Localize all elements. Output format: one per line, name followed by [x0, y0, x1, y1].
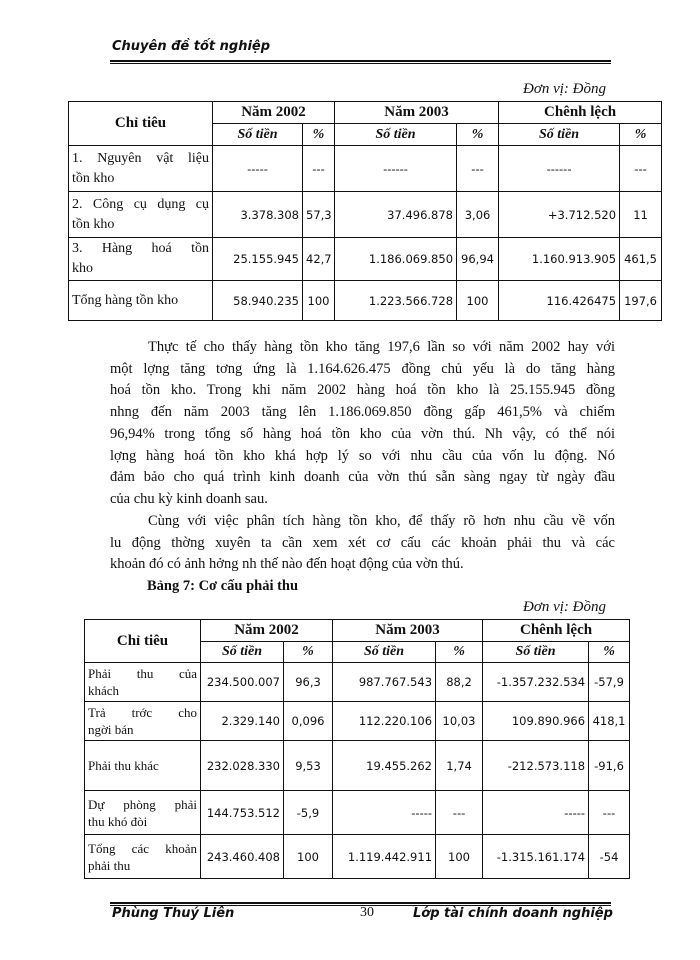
t2-sub-sotien: Số tiền	[201, 642, 284, 663]
paragraph-line: khoản đó có ảnh hởng nh thế nào đến hoạt động của vờn thú.	[110, 556, 464, 573]
table-row	[69, 238, 662, 281]
row-label-line1: Tổng các khoản	[88, 840, 197, 856]
t2-sub-pct: %	[589, 642, 630, 663]
cell-amount-2003: 19.455.262	[333, 741, 436, 791]
row-label-line2: khách	[88, 683, 120, 698]
t2-head-2002: Năm 2002	[201, 620, 333, 642]
row-label-line2: kho	[72, 261, 93, 276]
row-label	[69, 146, 213, 192]
cell-amount-2003: ------	[335, 146, 457, 192]
cell-amount-diff: ------	[499, 146, 620, 192]
table-row	[69, 146, 662, 192]
row-label	[85, 702, 201, 741]
cell-amount-diff: -212.573.118	[483, 741, 589, 791]
cell-pct-2003: 3,06	[457, 192, 499, 238]
paragraph-line: nhng đến năm 2003 tăng lên 1.186.069.850 đồng gấp 461,5% và chiếm	[110, 404, 615, 421]
cell-amount-2002: 144.753.512	[201, 791, 284, 835]
cell-pct-diff: -91,6	[589, 741, 630, 791]
paragraph-inventory-analysis	[110, 337, 615, 511]
t1-sub-pct: %	[303, 124, 335, 146]
table-row-total	[69, 281, 662, 321]
paragraph-line: lu động thờng xuyên ta cần xem xét cơ cấu các khoản phải thu và các	[110, 534, 615, 551]
row-label: Tổng hàng tồn kho	[69, 281, 213, 321]
row-label-line2: tồn kho	[72, 216, 115, 232]
cell-amount-2002: 3.378.308	[213, 192, 303, 238]
cell-pct-2003: 100	[457, 281, 499, 321]
header-rule	[110, 60, 611, 64]
cell-amount-2003: 1.186.069.850	[335, 238, 457, 281]
paragraph-line: Cùng với việc phân tích hàng tồn kho, để thấy rõ hơn nhu cầu về vốn	[148, 513, 615, 529]
cell-pct-diff: ---	[589, 791, 630, 835]
row-label-line1: 3. Hàng hoá tồn	[72, 241, 209, 256]
cell-pct-diff: ---	[620, 146, 662, 192]
t2-head-2003: Năm 2003	[333, 620, 483, 642]
cell-amount-2002: 234.500.007	[201, 663, 284, 702]
t1-sub-pct: %	[457, 124, 499, 146]
cell-pct-2003: 10,03	[436, 702, 483, 741]
t2-sub-sotien: Số tiền	[333, 642, 436, 663]
cell-amount-diff: +3.712.520	[499, 192, 620, 238]
cell-amount-2003: 112.220.106	[333, 702, 436, 741]
cell-amount-diff: 1.160.913.905	[499, 238, 620, 281]
table-row-total	[85, 835, 630, 879]
row-label-line1: Trả trớc cho	[88, 705, 197, 720]
t1-sub-pct: %	[620, 124, 662, 146]
t1-head-chenh: Chênh lệch	[499, 102, 662, 124]
t2-sub-pct: %	[284, 642, 333, 663]
cell-pct-diff: 11	[620, 192, 662, 238]
cell-amount-2003: 37.496.878	[335, 192, 457, 238]
cell-pct-diff: -54	[589, 835, 630, 879]
paragraph-line: một lợng tăng tơng ứng là 1.164.626.475 đồng chủ yếu là do tăng hàng	[110, 360, 615, 377]
inventory-table	[68, 101, 662, 321]
cell-pct-2003: 96,94	[457, 238, 499, 281]
paragraph-line: hoá tồn kho. Trong khi năm 2002 hàng hoá tồn kho là 25.155.945 đồng	[110, 382, 615, 399]
cell-pct-2002: 0,096	[284, 702, 333, 741]
table-row	[85, 791, 630, 835]
t1-sub-sotien: Số tiền	[213, 124, 303, 146]
header-title: Chuyên đề tốt nghiệp	[112, 39, 271, 54]
row-label-line1: 2. Công cụ dụng cụ	[72, 196, 209, 212]
table1-unit: Đơn vị: Đồng	[523, 81, 606, 97]
table2-caption: Bảng 7: Cơ cấu phải thu	[147, 578, 299, 594]
cell-amount-2002: 25.155.945	[213, 238, 303, 281]
t1-head-2002: Năm 2002	[213, 102, 335, 124]
cell-pct-2003: ---	[436, 791, 483, 835]
paragraph-line: lợng hàng hoá tồn kho khá hợp lý so với nhu cầu của vốn lu động. Nó	[110, 447, 615, 464]
cell-amount-2002: -----	[213, 146, 303, 192]
cell-pct-2003: 100	[436, 835, 483, 879]
cell-amount-diff: 116.426475	[499, 281, 620, 321]
t2-head-chitieu: Chỉ tiêu	[85, 620, 201, 663]
cell-amount-2003: 987.767.543	[333, 663, 436, 702]
cell-pct-2003: 88,2	[436, 663, 483, 702]
cell-pct-2002: -5,9	[284, 791, 333, 835]
paragraph-line: Thực tế cho thấy hàng tồn kho tăng 197,6 lần so với năm 2002 hay với	[148, 339, 615, 355]
paragraph-line: đảm bảo cho quá trình kinh doanh của vờn thú sẵn sàng ngay từ ngày đầu	[110, 469, 615, 486]
receivables-table	[84, 619, 630, 879]
cell-amount-2002: 243.460.408	[201, 835, 284, 879]
t2-head-chenh: Chênh lệch	[483, 620, 630, 642]
paragraph-receivables-intro	[110, 511, 615, 576]
row-label-line2: phải thu	[88, 857, 131, 873]
cell-amount-2002: 2.329.140	[201, 702, 284, 741]
cell-pct-2003: ---	[457, 146, 499, 192]
row-label	[69, 192, 213, 238]
row-label-line2: ngời bán	[88, 722, 134, 737]
cell-pct-diff: 461,5	[620, 238, 662, 281]
cell-amount-diff: -1.357.232.534	[483, 663, 589, 702]
row-label-line1: 1. Nguyên vật liệu	[72, 150, 209, 166]
cell-pct-2002: 100	[284, 835, 333, 879]
t1-sub-sotien: Số tiền	[335, 124, 457, 146]
row-label	[85, 835, 201, 879]
cell-amount-diff: 109.890.966	[483, 702, 589, 741]
cell-pct-2002: 9,53	[284, 741, 333, 791]
cell-amount-2003: -----	[333, 791, 436, 835]
row-label-line2: thu khó đòi	[88, 813, 148, 829]
row-label	[85, 791, 201, 835]
footer-author: Phùng Thuý Liên	[112, 906, 235, 921]
cell-pct-2002: ---	[303, 146, 335, 192]
cell-amount-2002: 232.028.330	[201, 741, 284, 791]
t1-head-2003: Năm 2003	[335, 102, 499, 124]
cell-pct-2002: 42,7	[303, 238, 335, 281]
cell-amount-diff: -----	[483, 791, 589, 835]
cell-pct-diff: -57,9	[589, 663, 630, 702]
paragraph-line: của chu kỳ kinh doanh sau.	[110, 490, 268, 507]
t2-sub-pct: %	[436, 642, 483, 663]
cell-pct-2002: 100	[303, 281, 335, 321]
row-label	[85, 663, 201, 702]
cell-amount-diff: -1.315.161.174	[483, 835, 589, 879]
cell-pct-diff: 418,1	[589, 702, 630, 741]
cell-pct-2002: 57,3	[303, 192, 335, 238]
row-label: Phải thu khác	[85, 741, 201, 791]
t1-head-chitieu: Chỉ tiêu	[69, 102, 213, 146]
row-label-line1: Dự phòng phải	[88, 796, 197, 812]
footer-class: Lớp tài chính doanh nghiệp	[413, 906, 613, 921]
cell-amount-2003: 1.119.442.911	[333, 835, 436, 879]
row-label-line2: tồn kho	[72, 170, 115, 186]
table-row	[85, 663, 630, 702]
table-row	[85, 702, 630, 741]
row-label	[69, 238, 213, 281]
cell-pct-diff: 197,6	[620, 281, 662, 321]
paragraph-line: 96,94% trong tổng số hàng hoá tồn kho của vờn thú. Nh vậy, có thể nói	[110, 425, 615, 442]
footer-page-number: 30	[360, 905, 374, 920]
table-row	[85, 741, 630, 791]
t1-sub-sotien: Số tiền	[499, 124, 620, 146]
cell-amount-2003: 1.223.566.728	[335, 281, 457, 321]
row-label-line1: Phải thu của	[88, 666, 197, 681]
table2-unit: Đơn vị: Đồng	[523, 599, 606, 615]
table-row	[69, 192, 662, 238]
t2-sub-sotien: Số tiền	[483, 642, 589, 663]
cell-pct-2002: 96,3	[284, 663, 333, 702]
cell-amount-2002: 58.940.235	[213, 281, 303, 321]
cell-pct-2003: 1,74	[436, 741, 483, 791]
